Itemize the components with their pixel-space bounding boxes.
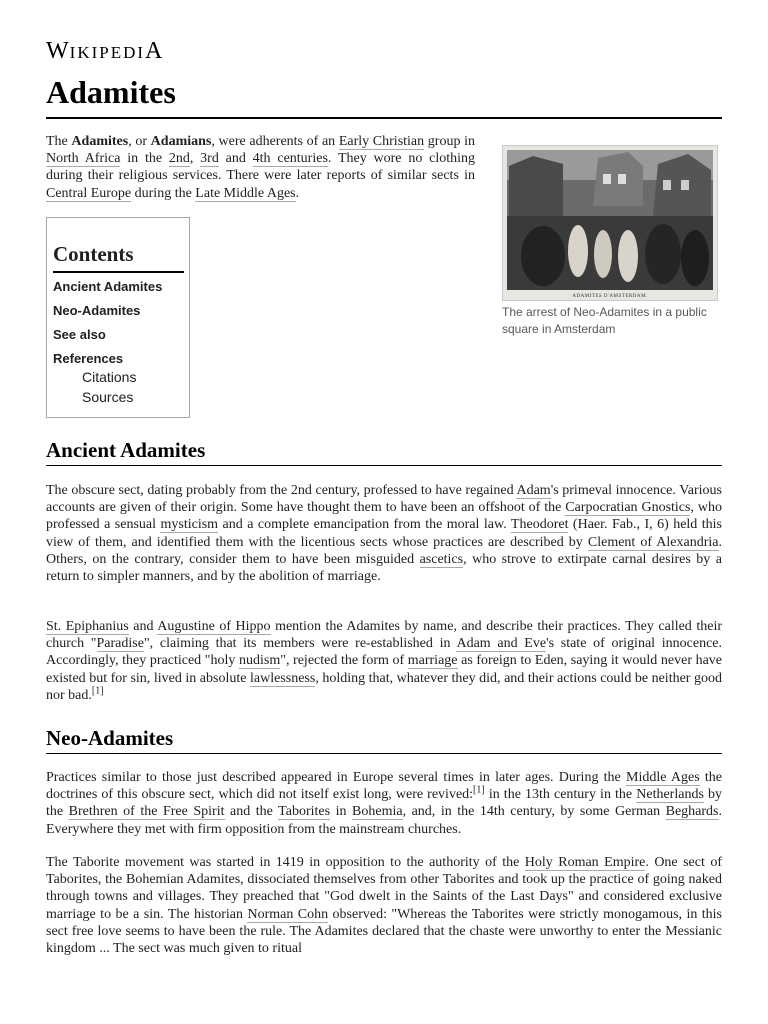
toc-list <box>53 278 162 408</box>
section-heading-neo-adamites: Neo-Adamites <box>46 726 174 750</box>
section-divider <box>46 753 722 754</box>
toc-item-citations[interactable]: Citations <box>82 369 137 385</box>
ancient-paragraph-1: The obscure sect, dating probably from the 2nd century, professed to have regained Adam's primeval innocence. Various accounts are given of their origin. Some have thought them to have been an offshoot of the Carpocratian Gnostics, who professed a sensual mysticism and a complete emancipation from the moral law. Theodoret (Haer. Fab., I, 6) held this view of them, and identified them with the licentious sects whose practices are described by Clement of Alexandria. Others, on the contrary, consider them to have been misguided ascetics, who strove to extirpate carnal desires by a return to simpler manners, and by the abolition of marriage. <box>46 483 722 585</box>
citation-ref[interactable]: [1] <box>473 784 485 796</box>
toc-item-sources[interactable]: Sources <box>82 389 134 405</box>
link-st-epiphanius[interactable]: St. Epiphanius <box>46 619 129 634</box>
link-bohemia[interactable]: Bohemia <box>352 804 403 820</box>
link-holy-roman-empire[interactable]: Holy Roman Empire <box>524 855 646 870</box>
citation-ref[interactable]: [1] <box>91 685 104 697</box>
link-lawlessness[interactable]: lawlessness <box>249 670 316 686</box>
link-mysticism[interactable]: mysticism <box>160 517 219 533</box>
link-adam[interactable]: Adam <box>516 483 551 498</box>
toc-item-see-also[interactable]: See also <box>53 327 106 342</box>
link-norman-cohn[interactable]: Norman Cohn <box>247 906 329 922</box>
table-of-contents <box>46 217 190 418</box>
link-4th-centuries[interactable]: 4th centuries <box>252 151 328 167</box>
link-central-europe[interactable]: Central Europe <box>46 185 132 201</box>
page-title: Adamites <box>46 74 176 110</box>
link-middle-ages[interactable]: Middle Ages <box>626 770 700 785</box>
neo-paragraph-2: The Taborite movement was started in 1419 in opposition to the authority of the Holy Roman Empire. One sect of Taborites, the Bohemian Adamites, dissociated themselves from other Taborites and took up the practice of going naked through towns and villages. They preached that "God dwelt in the Saints of the Last Days" and considered exclusive marriage to be a sin. The historian Norman Cohn observed: "Whereas the Taborites were strictly monogamous, in this sect free love seems to have been the rule. The Adamites declared that the chaste were unworthy to enter the Messianic kingdom ... The sect was much given to ritual <box>46 855 723 957</box>
link-adam-and-eve[interactable]: Adam and Eve <box>456 636 547 652</box>
section-divider <box>46 465 722 466</box>
link-late-middle-ages[interactable]: Late Middle Ages <box>195 185 296 201</box>
link-beghards[interactable]: Beghards <box>665 804 719 820</box>
link-paradise[interactable]: Paradise <box>96 636 144 652</box>
link-north-africa[interactable]: North Africa <box>46 151 121 167</box>
intro-paragraph: The Adamites, or Adamians, were adherents of an Early Christian group in North Africa in the 2nd, 3rd and 4th centuries. They wore no clothing during their religious services. There were later reports of similar sects in Central Europe during the Late Middle Ages. <box>46 134 476 201</box>
link-marriage[interactable]: marriage <box>407 653 458 669</box>
figure <box>502 145 716 338</box>
link-3rd[interactable]: 3rd <box>200 151 219 167</box>
link-carpocratian-gnostics[interactable]: Carpocratian Gnostics <box>565 500 691 516</box>
link-early-christian[interactable]: Early Christian <box>338 134 425 149</box>
link-augustine-of-hippo[interactable]: Augustine of Hippo <box>157 619 271 634</box>
toc-item-ancient-adamites[interactable]: Ancient Adamites <box>53 279 163 294</box>
engraving-inscription: ADAMITES D'AMSTERDAM. <box>572 294 648 299</box>
link-theodoret[interactable]: Theodoret <box>510 517 569 533</box>
toc-item-references[interactable]: References <box>53 351 124 366</box>
section-heading-ancient-adamites: Ancient Adamites <box>46 438 206 462</box>
neo-paragraph-1: Practices similar to those just described appeared in Europe several times in later ages. During the Middle Ages the doctrines of this obscure sect, which did not itself exist long, were revived:[1] in the 13th century in the Netherlands by the Brethren of the Free Spirit and the Taborites in Bohemia, and, in the 14th century, by some German Beghards. Everywhere they met with firm opposition from the mainstream churches. <box>46 770 723 837</box>
link-clement-of-alexandria[interactable]: Clement of Alexandria <box>587 534 719 550</box>
toc-heading: Contents <box>53 242 134 266</box>
toc-divider <box>53 271 184 273</box>
toc-item-neo-adamites[interactable]: Neo-Adamites <box>53 303 141 318</box>
wikipedia-logo[interactable]: WIKIPEDIA <box>46 38 164 64</box>
link-2nd[interactable]: 2nd <box>168 151 190 167</box>
link-nudism[interactable]: nudism <box>239 653 281 669</box>
link-netherlands[interactable]: Netherlands <box>636 787 704 803</box>
link-ascetics[interactable]: ascetics <box>419 551 464 567</box>
link-taborites[interactable]: Taborites <box>278 804 331 820</box>
figure-caption: The arrest of Neo-Adamites in a public square in Amsterdam <box>502 305 707 336</box>
engraving-illustration <box>503 146 717 300</box>
title-divider <box>46 117 722 119</box>
link-brethren-of-the-free-spirit[interactable]: Brethren of the Free Spirit <box>68 804 225 820</box>
engraving-image[interactable] <box>502 145 718 301</box>
ancient-paragraph-2: St. Epiphanius and Augustine of Hippo mention the Adamites by name, and describe their practices. They called their church "Paradise", claiming that its members were re-established in Adam and Eve's state of original innocence. Accordingly, they practiced "holy nudism", rejected the form of marriage as foreign to Eden, saying it would never have existed but for sin, lived in absolute lawlessness, holding that, whatever they did, and their actions could be neither good nor bad.[1] <box>46 619 723 703</box>
